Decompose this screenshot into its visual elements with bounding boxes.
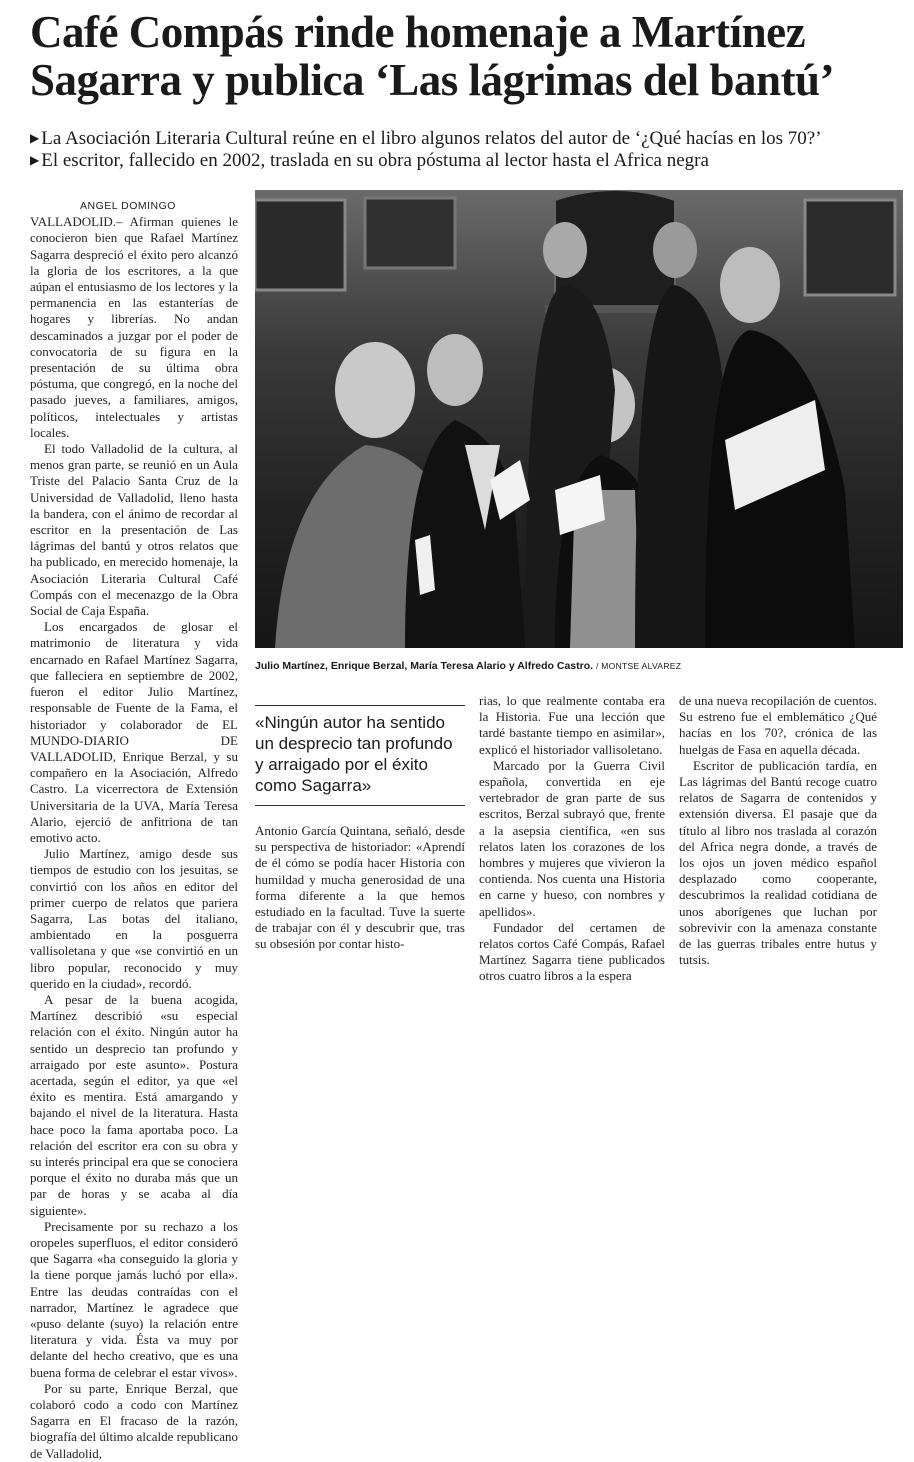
subhead-2 xyxy=(30,149,900,172)
arrow-marker-icon: ▶ xyxy=(30,153,40,167)
article-column-4 xyxy=(679,693,877,968)
article-column-2 xyxy=(255,823,465,953)
paragraph: Escritor de publicación tardía, en Las lágrimas del Bantú recoge cuatro relatos de Sagarra de contenidos y extensión diversa. El pasaje que da título al libro nos traslada al corazón del Africa negra donde, a través de los ojos un joven médico español desplazado como cooperante, descubrimos la realidad cotidiana de unos aborígenes que luchan por sobrevivir con la amenaza constante de las guerras tribales entre hutus y tutsis. xyxy=(679,757,877,968)
subhead-text: El escritor, fallecido en 2002, traslada en su obra póstuma al lector hasta el Africa negra xyxy=(41,150,709,171)
paragraph: Por su parte, Enrique Berzal, que colaboró codo a codo con Martínez Sagarra en El fracaso de la razón, biografía del último alcalde republicano de Valladolid, xyxy=(30,1380,238,1461)
paragraph: Antonio García Quintana, señaló, desde su perspectiva de historiador: «Aprendí de él cómo se podía hacer Historia con humildad y mucha generosidad de una forma diferente a la que hemos estudiado en la facultad. Tuve la suerte de trabajar con él y descubrir que, tras su obsesión por contar histo- xyxy=(255,823,465,952)
paragraph: Fundador del certamen de relatos cortos Café Compás, Rafael Martínez Sagarra tiene publicados otros cuatro libros a la espera xyxy=(479,919,665,984)
paragraph: Los encargados de glosar el matrimonio de literatura y vida encarnado en Rafael Martínez Sagarra, que falleciera en septiembre de 2002, fueron el editor Julio Martínez, responsable de Fuente de la Fama, el historiador y colaborador de EL MUNDO-DIARIO DE VALLADOLID, Enrique Berzal, y su compañero en la Asociación, Alfredo Castro. La vicerrectora de Extensión Universitaria de la UVA, María Teresa Alario, ejerció de anfitriona de tan emotivo acto. xyxy=(30,619,238,845)
paragraph: de una nueva recopilación de cuentos. Su estreno fue el emblemático ¿Qué hacías en los 70?, crónica de las huelgas de Fasa en aquella década. xyxy=(679,693,877,757)
paragraph: rias, lo que realmente contaba era la Historia. Fue una lección que tardé bastante tiempo en asimilar», explicó el historiador vallisoletano. xyxy=(479,693,665,757)
article-column-1 xyxy=(30,198,238,1462)
paragraph: Julio Martínez, amigo desde sus tiempos de estudio con los jesuitas, se convirtió con los años en editor del primer cuerpo de relatos que pariera Sagarra, Las botas del italiano, ambientado en la posguerra vallisoletana y que «se convirtió en un libro popular, reconocido y muy querido en la ciudad», recordó. xyxy=(30,846,238,991)
arrow-marker-icon: ▶ xyxy=(30,131,40,145)
paragraph: Precisamente por su rechazo a los oropeles superfluos, el editor consideró que Sagarra «ha conseguido la gloria y la tiene porque jamás luchó por ella». Entre las deudas contraídas con el narrador, Martínez le agradece que «puso delante (suyo) la relación entre literatura y vida. Ésta va muy por delante del hecho creativo, que es una buena forma de celebrar el estar vivos». xyxy=(30,1218,238,1380)
photo-scene xyxy=(255,190,903,648)
pull-quote: «Ningún autor ha sentido un desprecio tan profundo y arraigado por el éxito como Sagarra» xyxy=(255,705,465,796)
paragraph: VALLADOLID.– Afirman quienes le conocieron bien que Rafael Martínez Sagarra despreció el éxito pero alcanzó la gloria de los escritores, a la que aúpan el entusiasmo de los lectores y la permanencia en las estanterías de hogares y librerías. No andan descaminados a juzgar por el poder de convocatoria de su figura en la presentación de su última obra póstuma, que congregó, en la noche del pasado jueves, a familiares, amigos, políticos, intelectuales y artistas locales. xyxy=(30,214,238,440)
event-photo xyxy=(255,190,903,648)
photo-caption xyxy=(255,660,905,672)
caption-text: Julio Martínez, Enrique Berzal, María Teresa Alario y Alfredo Castro. xyxy=(255,660,594,672)
subhead-text: La Asociación Literaria Cultural reúne en el libro algunos relatos del autor de ‘¿Qué hacías en los 70?’ xyxy=(41,128,822,149)
paragraph: El todo Valladolid de la cultura, al menos gran parte, se reunió en un Aula Triste del Palacio Santa Cruz de la Universidad de Valladolid, lleno hasta la bandera, con el ánimo de recordar al escritor en la presentación de Las lágrimas del bantú y otros relatos que ha publicado, en merecido homenaje, la Asociación Literaria Cultural Café Compás con el mecenazgo de la Obra Social de Caja España. xyxy=(30,441,238,619)
paragraph: A pesar de la buena acogida, Martínez describió «su especial relación con el éxito. Ningún autor ha sentido un desprecio tan profundo y arraigado por este asunto». Postura acertada, según el editor, ya que «el éxito es mentira. Está amargando y bajando el nivel de la literatura. Hasta hace poco la fama aportaba poco. La relación del escritor era con su obra y su interés principal era que se conociera porque el éxito no duraba más que un par de horas y se acaba al día siguiente». xyxy=(30,991,238,1218)
article-column-3 xyxy=(479,693,665,985)
byline: ANGEL DOMINGO xyxy=(80,200,176,212)
pull-quote-rule xyxy=(255,805,465,806)
paragraph: Marcado por la Guerra Civil española, convertida en eje vertebrador de gran parte de sus escritos, Berzal subrayó que, frente a la asepsia científica, «en sus relatos laten los corazones de los hombres y mujeres que vivieron la contienda. Nos cuenta una Historia en carne y hueso, con nombres y apellidos». xyxy=(479,757,665,919)
headline: Café Compás rinde homenaje a Martínez Sagarra y publica ‘Las lágrimas del bantú’ xyxy=(30,7,835,105)
subhead-1 xyxy=(30,127,900,150)
photo-credit: / MONTSE ALVAREZ xyxy=(595,661,682,671)
